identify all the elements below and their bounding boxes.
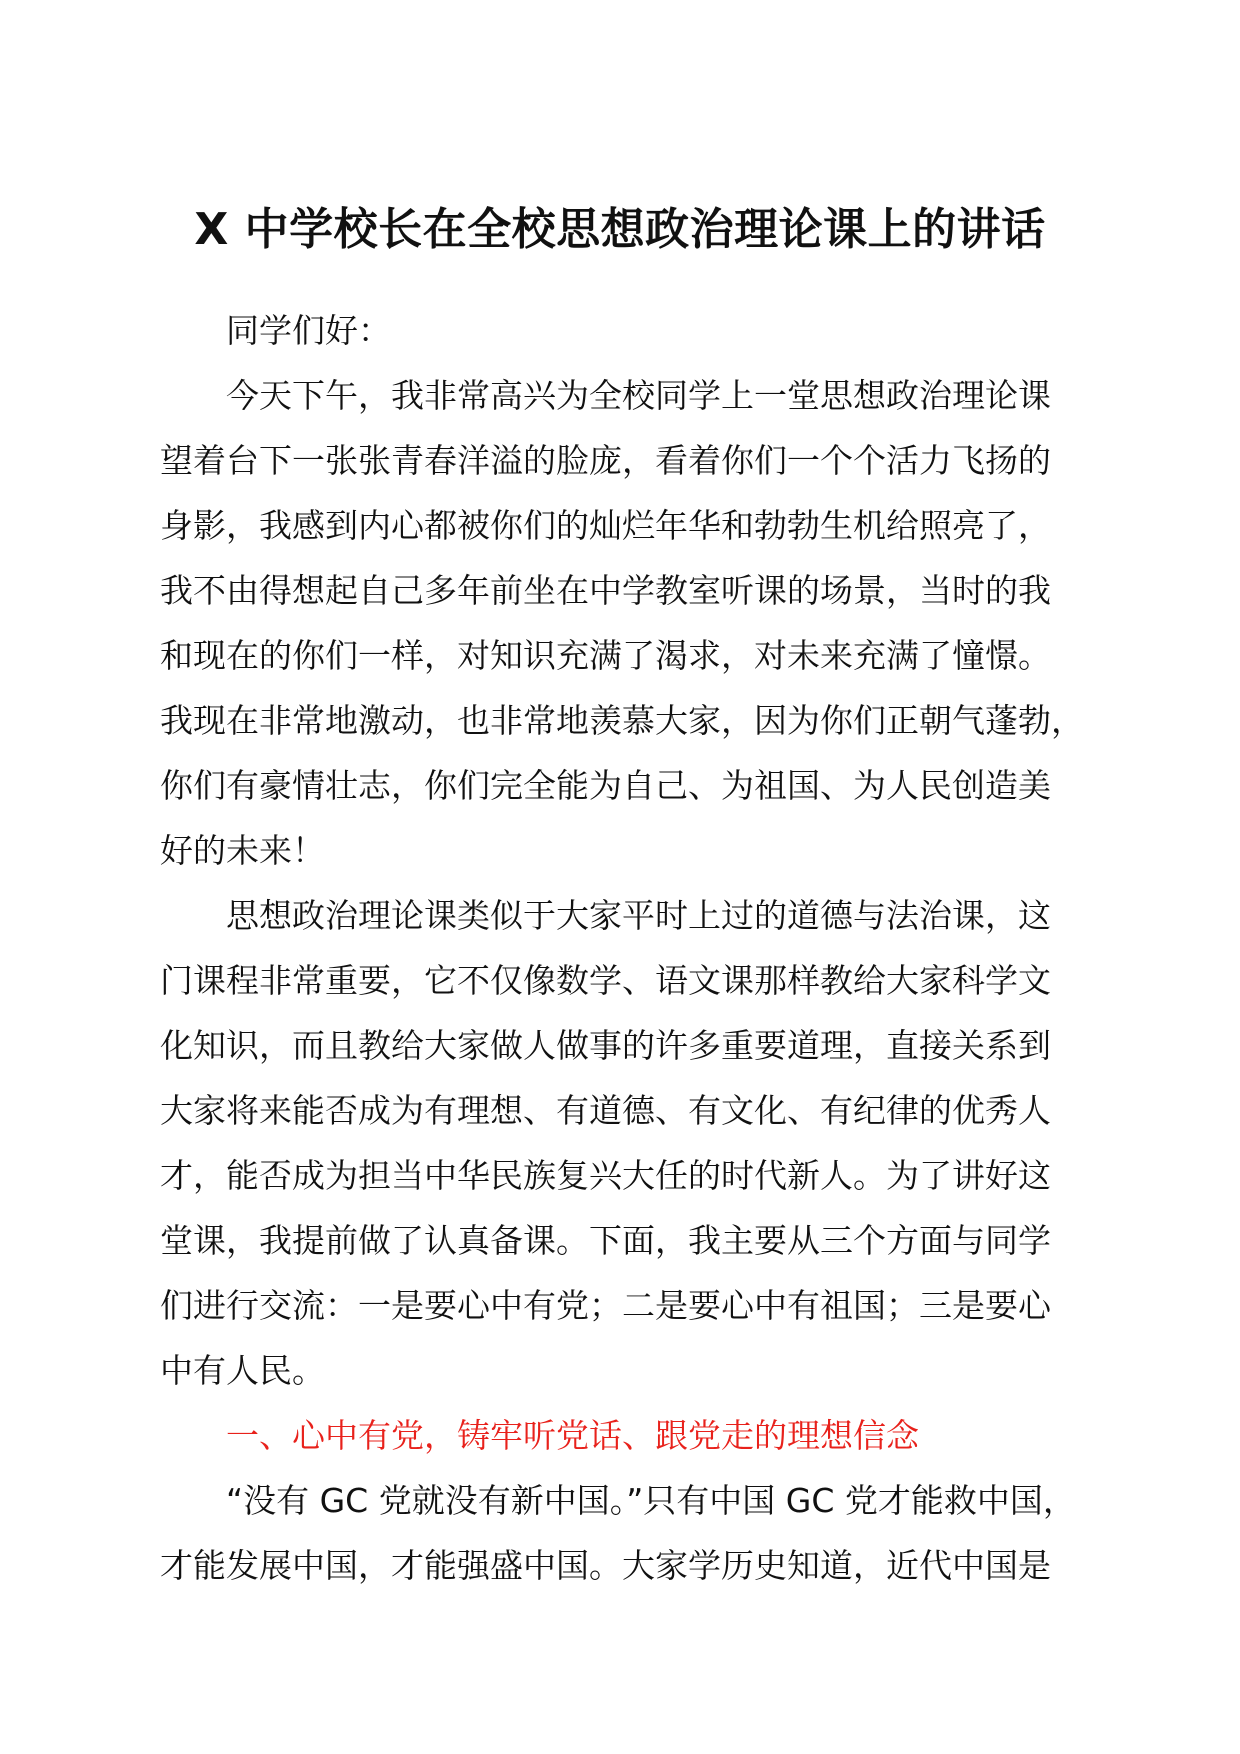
section-heading: 一、心中有党，铸牢听党话、跟党走的理想信念 [226, 1416, 919, 1455]
body-line: 化知识，而且教给大家做人做事的许多重要道理，直接关系到 [160, 1026, 1051, 1065]
body-line: 身影，我感到内心都被你们的灿烂年华和勃勃生机给照亮了， [160, 506, 1051, 545]
document-body [160, 298, 1120, 1598]
body-line: 同学们好： [226, 311, 391, 350]
body-line: 才能发展中国，才能强盛中国。大家学历史知道，近代中国是 [160, 1546, 1051, 1585]
body-line: 才，能否成为担当中华民族复兴大任的时代新人。为了讲好这 [160, 1156, 1051, 1195]
body-line: 好的未来！ [160, 831, 325, 870]
body-line: 思想政治理论课类似于大家平时上过的道德与法治课，这 [226, 896, 1051, 935]
body-line: 们进行交流：一是要心中有党；二是要心中有祖国；三是要心 [160, 1286, 1051, 1325]
body-line: 堂课，我提前做了认真备课。下面，我主要从三个方面与同学 [160, 1221, 1051, 1260]
body-line: 中有人民。 [160, 1351, 325, 1390]
body-line: 望着台下一张张青春洋溢的脸庞，看着你们一个个活力飞扬的 [160, 441, 1051, 480]
body-line: 我不由得想起自己多年前坐在中学教室听课的场景，当时的我 [160, 571, 1051, 610]
document-title: X 中学校长在全校思想政治理论课上的讲话 [194, 204, 1046, 255]
body-line: 门课程非常重要，它不仅像数学、语文课那样教给大家科学文 [160, 961, 1051, 1000]
body-line: “没有 GC 党就没有新中国。”只有中国 GC 党才能救中国， [226, 1481, 1076, 1520]
body-line: 和现在的你们一样，对知识充满了渴求，对未来充满了憧憬。 [160, 636, 1051, 675]
body-line: 我现在非常地激动，也非常地羡慕大家，因为你们正朝气蓬勃， [160, 701, 1084, 740]
body-line: 今天下午，我非常高兴为全校同学上一堂思想政治理论课 [226, 376, 1051, 415]
body-line: 大家将来能否成为有理想、有道德、有文化、有纪律的优秀人 [160, 1091, 1051, 1130]
body-line: 你们有豪情壮志，你们完全能为自己、为祖国、为人民创造美 [160, 766, 1051, 805]
